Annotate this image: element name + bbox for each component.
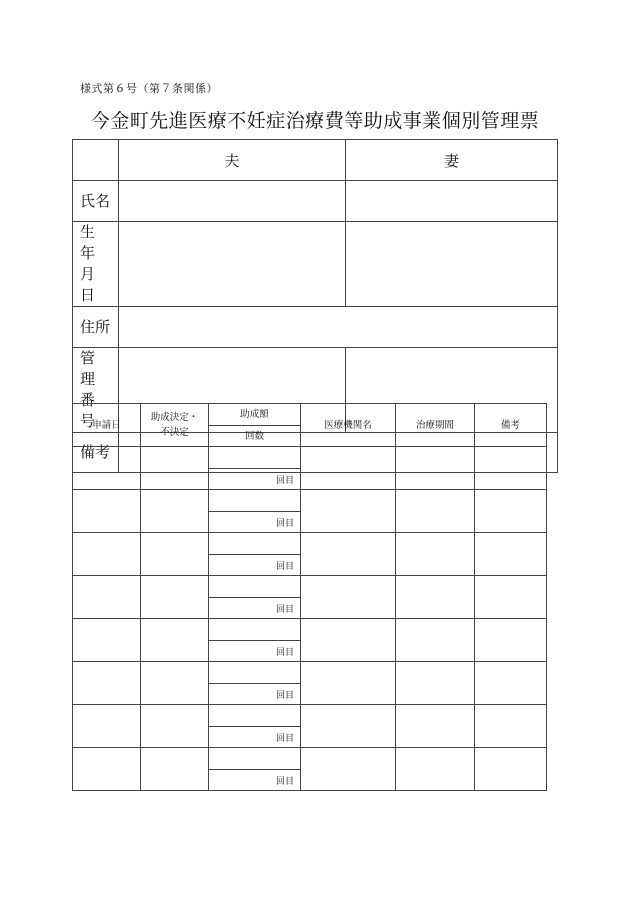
remarks-cell[interactable] xyxy=(475,447,547,490)
institution-cell[interactable] xyxy=(301,533,396,576)
institution-cell[interactable] xyxy=(301,748,396,791)
period-cell[interactable] xyxy=(396,576,475,619)
count-cell[interactable]: 回目 xyxy=(209,684,301,705)
decision-cell[interactable] xyxy=(141,447,209,490)
amount-cell[interactable] xyxy=(209,705,301,727)
mgmt-number-label-line2: 番号 xyxy=(80,391,101,430)
apply-date-cell[interactable] xyxy=(73,447,141,490)
institution-cell[interactable] xyxy=(301,576,396,619)
amount-cell[interactable] xyxy=(209,576,301,598)
apply-date-cell[interactable] xyxy=(73,490,141,533)
count-cell[interactable]: 回目 xyxy=(209,555,301,576)
wife-birthdate-field[interactable] xyxy=(346,222,558,307)
form-number: 様式第６号（第７条関係） xyxy=(80,82,218,95)
birthdate-label-line2: 月日 xyxy=(80,265,101,304)
institution-cell[interactable] xyxy=(301,619,396,662)
history-rows xyxy=(73,447,547,791)
page-title: 今金町先進医療不妊症治療費等助成事業個別管理票 xyxy=(90,110,540,132)
decision-cell[interactable] xyxy=(141,533,209,576)
decision-cell[interactable] xyxy=(141,748,209,791)
apply-date-header: 申請日 xyxy=(73,404,141,447)
decision-cell[interactable] xyxy=(141,576,209,619)
husband-header: 夫 xyxy=(119,140,346,181)
history-row xyxy=(73,533,547,555)
decision-header-line1: 助成決定・ xyxy=(150,412,199,423)
name-label: 氏名 xyxy=(73,181,119,222)
count-cell[interactable]: 回目 xyxy=(209,469,301,490)
amount-cell[interactable] xyxy=(209,619,301,641)
history-row xyxy=(73,619,547,641)
period-cell[interactable] xyxy=(396,748,475,791)
period-cell[interactable] xyxy=(396,490,475,533)
remarks-cell[interactable] xyxy=(475,662,547,705)
wife-name-field[interactable] xyxy=(346,181,558,222)
remarks-cell[interactable] xyxy=(475,576,547,619)
address-field[interactable] xyxy=(119,307,558,348)
subsidy-history-table xyxy=(72,403,547,791)
amount-cell[interactable] xyxy=(209,748,301,770)
apply-date-cell[interactable] xyxy=(73,705,141,748)
remarks-cell[interactable] xyxy=(475,748,547,791)
amount-cell[interactable] xyxy=(209,447,301,469)
count-cell[interactable]: 回目 xyxy=(209,512,301,533)
period-cell[interactable] xyxy=(396,619,475,662)
amount-cell[interactable] xyxy=(209,533,301,555)
decision-cell[interactable] xyxy=(141,490,209,533)
count-header: 回数 xyxy=(209,426,301,447)
apply-date-cell[interactable] xyxy=(73,576,141,619)
address-label: 住所 xyxy=(73,307,119,348)
apply-date-cell[interactable] xyxy=(73,748,141,791)
husband-birthdate-field[interactable] xyxy=(119,222,346,307)
decision-cell[interactable] xyxy=(141,619,209,662)
institution-cell[interactable] xyxy=(301,705,396,748)
history-row xyxy=(73,576,547,598)
amount-cell[interactable] xyxy=(209,490,301,512)
apply-date-cell[interactable] xyxy=(73,533,141,576)
amount-cell[interactable] xyxy=(209,662,301,684)
apply-date-cell[interactable] xyxy=(73,662,141,705)
remarks-cell[interactable] xyxy=(475,533,547,576)
period-cell[interactable] xyxy=(396,662,475,705)
count-cell[interactable]: 回目 xyxy=(209,641,301,662)
history-row xyxy=(73,447,547,469)
apply-date-cell[interactable] xyxy=(73,619,141,662)
remarks-cell[interactable] xyxy=(475,490,547,533)
wife-header: 妻 xyxy=(346,140,558,181)
birthdate-label-line1: 生年 xyxy=(80,223,101,262)
count-cell[interactable]: 回目 xyxy=(209,770,301,791)
institution-header: 医療機関名 xyxy=(301,404,396,447)
history-row xyxy=(73,490,547,512)
corner-cell xyxy=(73,140,119,181)
mgmt-number-label-line1: 管理 xyxy=(80,349,101,388)
count-cell[interactable]: 回目 xyxy=(209,598,301,619)
decision-cell[interactable] xyxy=(141,705,209,748)
decision-header xyxy=(141,404,209,447)
remarks-label: 備考 xyxy=(73,433,119,473)
amount-header: 助成額 xyxy=(209,404,301,426)
institution-cell[interactable] xyxy=(301,490,396,533)
period-header: 治療期間 xyxy=(396,404,475,447)
decision-cell[interactable] xyxy=(141,662,209,705)
husband-name-field[interactable] xyxy=(119,181,346,222)
institution-cell[interactable] xyxy=(301,662,396,705)
remarks-cell[interactable] xyxy=(475,705,547,748)
remarks-column-header: 備考 xyxy=(475,404,547,447)
history-row xyxy=(73,748,547,770)
decision-header-line2: 不決定 xyxy=(160,427,189,438)
period-cell[interactable] xyxy=(396,533,475,576)
remarks-cell[interactable] xyxy=(475,619,547,662)
count-cell[interactable]: 回目 xyxy=(209,727,301,748)
history-row xyxy=(73,705,547,727)
period-cell[interactable] xyxy=(396,705,475,748)
birthdate-label xyxy=(73,222,119,307)
institution-cell[interactable] xyxy=(301,447,396,490)
history-row xyxy=(73,662,547,684)
period-cell[interactable] xyxy=(396,447,475,490)
